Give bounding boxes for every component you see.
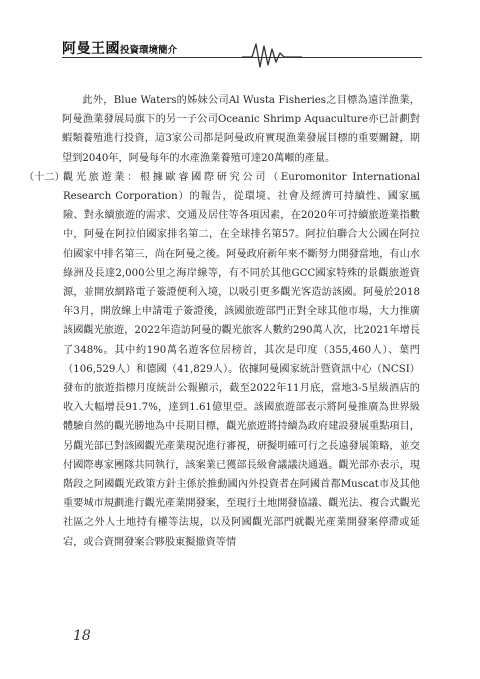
item-text: 觀光旅遊業：根據歐睿國際研究公司（Euromonitor International Research Corporation）的報告，從環境、社會及經濟可持續性、國家風險、對永續旅遊的需求、交通及居住等各項因素，在2020年可持續旅遊業指數中，阿曼在阿拉伯國家排名第二，在全球排名第57。阿拉伯聯合大公國在阿拉伯國家中排名第三，尚在阿曼之後。阿曼政府新年來不斷努力開發當地，有山水綠洲及長達2,000公里之海岸線等，有不同於其他GCC國家特殊的景觀旅遊資源，並開放網路電子簽證便利入境，以吸引更多觀光客造訪該國。阿曼於2018年3月，開放線上申請電子簽證後，該國旅遊部門正對全球其他市場，大力推廣該國觀光旅遊，2022年造訪阿曼的觀光旅客人數約290萬人次，比2021年增長了348%。其中約190萬名遊客位居榜首，其次是印度（355,460人）、葉門（106,529人）和德國（41,829人）。依據阿曼國家統計暨資訊中心（NCSI）發布的旅遊指標月度統計公報顯示，截至2022年11月底，當地3-5星級酒店的收入大幅增長91.7%，達到1.61億里亞。該國旅遊部表示將阿曼推廣為世界級體驗自然的觀光勝地為中長期目標，觀光旅遊將持續為政府建設發展重點項目，另觀光部已對該國觀光產業現況進行審視，研擬明確可行之長遠發展策略，並交付國際專家團隊共同執行，該案業已獲部長級會議議決通過。觀光部亦表示，現階段之阿國觀光政策方針主係於推動國內外投資者在阿國首都Muscat市及其他重要城市規劃進行觀光產業開發案，至現行土地開發協議、觀光法、複合式觀光社區之外人土地持有權等法規，以及阿國觀光部門就觀光產業開發案停滯或延宕，或合資開發案合夥股東擬撤資等情 bbox=[63, 171, 420, 548]
header-title bbox=[62, 38, 177, 58]
numbered-item bbox=[24, 168, 420, 552]
item-number: （十二） bbox=[24, 171, 65, 183]
header-title-sub: 投資環境簡介 bbox=[120, 45, 178, 56]
header-title-main: 阿曼王國 bbox=[62, 41, 120, 57]
running-header bbox=[0, 38, 480, 68]
paragraph: 此外，Blue Waters的姊妹公司Al Wusta Fisheries之目標為遠洋漁業，阿曼漁業發展局旗下的另一子公司Oceanic Shrimp Aquaculture亦已計劃對蝦類養殖進行投資，這3家公司都是阿曼政府實現漁業發展目標的重要關鍵，期望到2040年，阿曼每年的水產漁業養殖可達20萬噸的產量。 bbox=[62, 95, 420, 164]
heartbeat-wave-icon bbox=[242, 40, 302, 70]
page-number: 18 bbox=[73, 628, 91, 644]
body-text bbox=[24, 91, 420, 552]
